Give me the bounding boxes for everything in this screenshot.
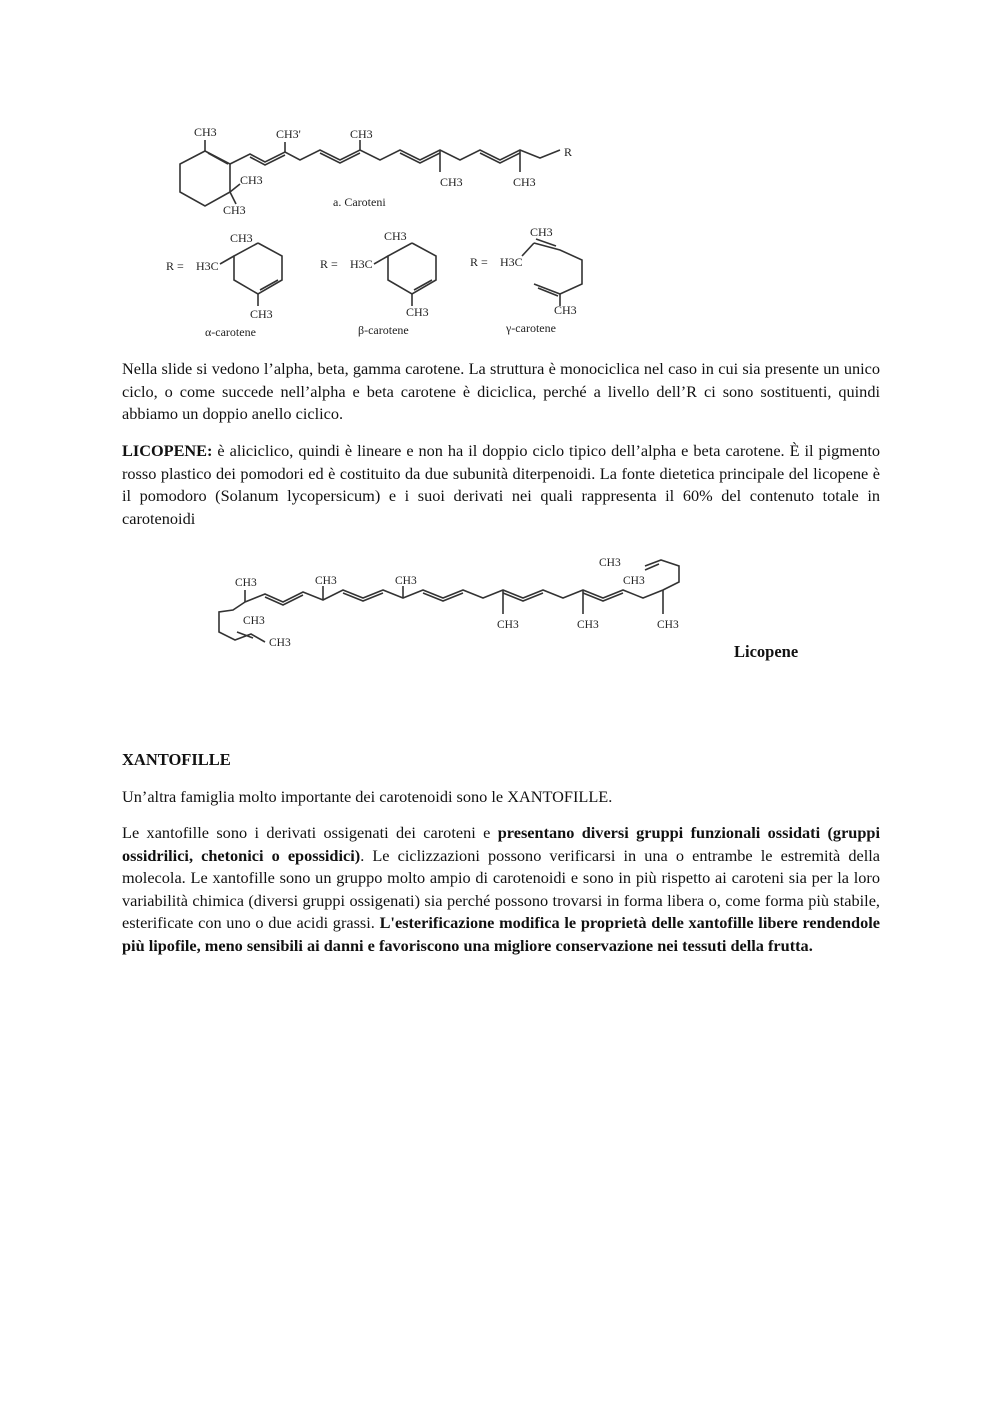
paragraph-carotenes: Nella slide si vedono l’alpha, beta, gamma carotene. La struttura è monociclica nel caso in cui sia presente un unico ciclo, o come succede nell’alpha e beta carotene è diciclica, perché a livello dell’R ci sono sostituenti, quindi abbiamo un doppio anello ciclico. (122, 359, 880, 423)
alpha-carotene-caption: α-carotene (205, 325, 256, 339)
xant-bold-1: presentano diversi gruppi funzionali ossidati (gruppi ossidrilici, chetonici o epossidici) (122, 823, 880, 865)
lyc-ch3-1: CH3 (235, 577, 257, 589)
gamma-ch3-bottom: CH3 (554, 303, 577, 317)
xant-text-2: . Le ciclizzazioni possono verificarsi in una o entrambe le estremità della molecola. Le xantofille sono un gruppo molto ampio di carotenoidi e sono in più rispetto ai caroteni sia per la loro variabilità chimica (diversi gruppi ossigenati) sia perché possono trovarsi in forma libera o, come forma più stabile, esterificate con uno o due acidi grassi. (122, 845, 880, 932)
ch3-label-gem-2: CH3 (223, 203, 246, 217)
alpha-ch3-top: CH3 (230, 231, 253, 245)
lyc-ch3-3: CH3 (395, 575, 417, 587)
lycopene-structure-figure (205, 552, 705, 654)
gamma-r-equals: R = (470, 255, 488, 269)
beta-r-equals: R = (320, 257, 338, 271)
ch3-label-chain-3: CH3 (440, 175, 463, 189)
xant-bold-2: L'esterificazione modifica le proprietà delle xantofille libere rendendole più lipofile, meno sensibili ai danni e favoriscono una migliore conservazione nei tessuti della frutta. (122, 913, 880, 955)
xant-text-1: Le xantofille sono i derivati ossigenati dei caroteni e (122, 823, 498, 842)
paragraph-xantofille-intro: Un’altra famiglia molto importante dei carotenoidi sono le XANTOFILLE. (122, 787, 613, 806)
gamma-h3c: H3C (500, 255, 523, 269)
licopene-figure-label: Licopene (734, 642, 799, 661)
section-heading-xantofille: XANTOFILLE (122, 750, 231, 769)
carotenes-structure-drawing (150, 118, 600, 344)
ch3-label-ring: CH3 (194, 125, 217, 139)
r-label: R (564, 145, 573, 159)
gamma-carotene-caption: γ-carotene (506, 321, 556, 335)
caroteni-caption: a. Caroteni (333, 195, 386, 209)
ch3-label-chain-1: CH3' (276, 127, 301, 141)
lyc-ch3-9: CH3 (599, 557, 621, 569)
beta-carotene-caption: β-carotene (358, 323, 409, 337)
lycopene-structure-drawing (205, 552, 705, 654)
licopene-lead: LICOPENE: (122, 441, 213, 460)
lyc-ch3-5: CH3 (577, 619, 599, 631)
carotenes-structure-figure (150, 118, 600, 344)
alpha-h3c: H3C (196, 259, 219, 273)
gamma-ch3-top: CH3 (530, 225, 553, 239)
lyc-ch3-4: CH3 (497, 619, 519, 631)
lyc-ch3-10: CH3 (623, 575, 645, 587)
ch3-label-chain-2: CH3 (350, 127, 373, 141)
ch3-label-chain-4: CH3 (513, 175, 536, 189)
lyc-ch3-6: CH3 (657, 619, 679, 631)
beta-ch3-top: CH3 (384, 229, 407, 243)
lyc-ch3-8: CH3 (269, 637, 291, 649)
alpha-r-equals: R = (166, 259, 184, 273)
paragraph-xantofille-detail (122, 822, 880, 957)
ch3-label-gem-1: CH3 (240, 173, 263, 187)
beta-h3c: H3C (350, 257, 373, 271)
beta-ch3-bottom: CH3 (406, 305, 429, 319)
lyc-ch3-2: CH3 (315, 575, 337, 587)
paragraph-licopene (122, 440, 880, 530)
lyc-ch3-7: CH3 (243, 615, 265, 627)
alpha-ch3-bottom: CH3 (250, 307, 273, 321)
licopene-text: è aliciclico, quindi è lineare e non ha il doppio ciclo tipico dell’alpha e beta carotene. È il pigmento rosso plastico dei pomodori ed è costituito da due subunità diterpenoidi. La fonte dietetica principale del licopene è il pomodoro (Solanum lycopersicum) e i suoi derivati nei quali rappresenta il 60% del contenuto totale in carotenoidi (122, 441, 880, 528)
